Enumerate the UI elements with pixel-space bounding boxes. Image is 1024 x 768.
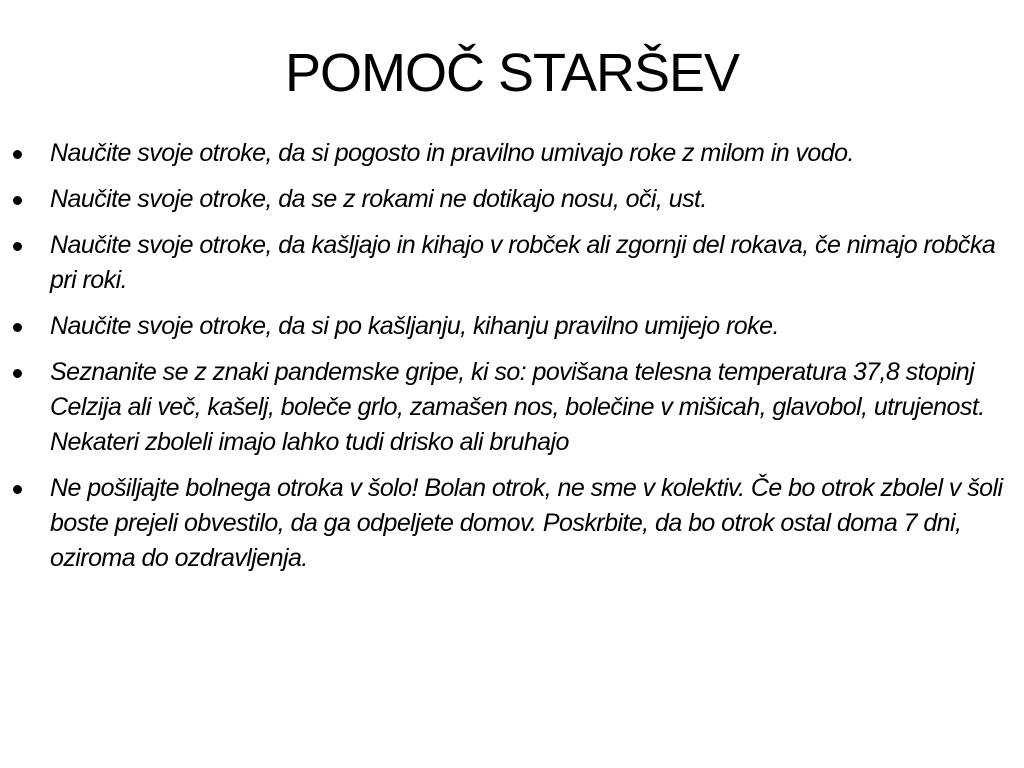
bullet-text: Naučite svoje otroke, da si pogosto in pravilno umivajo roke z milom in vodo.: [50, 139, 854, 167]
bullet-text: Seznanite se z znaki pandemske gripe, ki so: povišana telesna temperatura 37,8 stopinj Celzija ali več, kašelj, boleče grlo, zamašen nos, bolečine v mišicah, glavobol, utrujenost. Nekateri zboleli imajo lahko tudi drisko ali bruhajo: [50, 358, 985, 456]
bullet-item: [0, 136, 1024, 171]
bullet-dot-icon: [13, 150, 22, 159]
bullet-text: Naučite svoje otroke, da se z rokami ne dotikajo nosu, oči, ust.: [50, 185, 707, 213]
bullet-dot-icon: [13, 323, 22, 332]
bullet-item: [0, 182, 1024, 217]
bullet-text: Naučite svoje otroke, da kašljajo in kihajo v robček ali zgornji del rokava, če nimajo robčka pri roki.: [50, 231, 996, 294]
bullet-dot-icon: [13, 196, 22, 205]
bullet-dot-icon: [13, 485, 22, 494]
slide-title: POMOČ STARŠEV: [284, 43, 740, 103]
bullet-dot-icon: [13, 369, 22, 378]
bullet-item: [0, 228, 1024, 298]
bullet-dot-icon: [13, 242, 22, 251]
bullet-text: Naučite svoje otroke, da si po kašljanju, kihanju pravilno umijejo roke.: [50, 312, 779, 340]
bullet-item: [0, 309, 1024, 344]
bullet-item: [0, 355, 1024, 460]
bullet-list: [0, 136, 1024, 587]
bullet-text: Ne pošiljajte bolnega otroka v šolo! Bolan otrok, ne sme v kolektiv. Če bo otrok zbolel v šoli boste prejeli obvestilo, da ga odpeljete domov. Poskrbite, da bo otrok ostal doma 7 dni, oziroma do ozdravljenja.: [50, 474, 1003, 572]
bullet-item: [0, 471, 1024, 576]
